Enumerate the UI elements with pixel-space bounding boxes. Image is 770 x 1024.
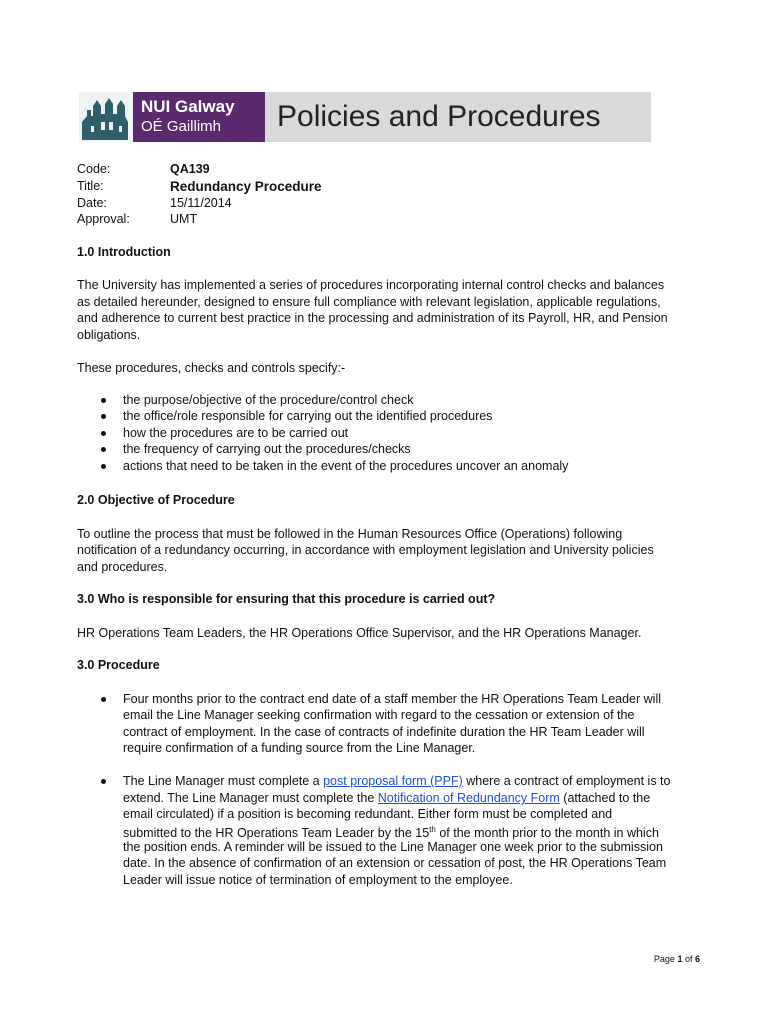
list-item: actions that need to be taken in the event of the procedures uncover an anomaly: [123, 459, 569, 473]
meta-title-label: Title:: [77, 179, 104, 193]
list-item-line: [123, 773, 670, 790]
list-item-line: email the Line Manager seeking confirmation with regard to the cessation or extension of the: [123, 708, 635, 722]
text-run: extend. The Line Manager must complete the: [123, 791, 378, 805]
total-pages: 6: [694, 954, 700, 964]
bullet-icon: [101, 779, 106, 784]
list-item-line: require confirmation of a funding source from the Line Manager.: [123, 741, 476, 755]
meta-approval-value: UMT: [170, 212, 198, 226]
list-item-line: Leader will issue notice of termination of employment to the employee.: [123, 873, 513, 887]
paragraph-line: as detailed hereunder, designed to ensure full compliance with relevant legislation, applicable regulations,: [77, 295, 661, 309]
list-item-line: contract of employment. In the case of contracts of indefinite duration the HR Team Leader will: [123, 725, 645, 739]
current-page: 1: [677, 954, 683, 964]
bullet-icon: [101, 697, 106, 702]
logo-text-irish: OÉ Gaillimh: [141, 118, 222, 135]
list-item-line: the position ends. A reminder will be issued to the Line Manager one week prior to the submission: [123, 840, 663, 854]
meta-code-value: QA139: [170, 162, 210, 176]
section-heading-objective: 2.0 Objective of Procedure: [77, 493, 235, 507]
paragraph-line: The University has implemented a series of procedures incorporating internal control checks and balances: [77, 278, 665, 292]
bullet-icon: [101, 414, 106, 419]
list-item: the frequency of carrying out the procedures/checks: [123, 442, 411, 456]
paragraph-line: To outline the process that must be followed in the Human Resources Office (Operations) following: [77, 527, 623, 541]
meta-date-label: Date:: [77, 196, 107, 210]
paragraph-line: and adherence to current best practice in the processing and administration of its Payroll, HR, and Pension: [77, 311, 668, 325]
list-item: how the procedures are to be carried out: [123, 426, 349, 440]
list-item-line: email circulated) if a position is becoming redundant. Either form must be completed and: [123, 807, 613, 821]
logo-text-english: NUI Galway: [141, 97, 235, 116]
list-item-line: date. In the absence of confirmation of an extension or cessation of post, the HR Operations Team: [123, 856, 667, 870]
header-title-bar: [265, 92, 651, 142]
list-item-line: [123, 790, 650, 807]
bullet-icon: [101, 447, 106, 452]
quadrangle-tower-icon: [79, 92, 133, 142]
meta-date-value: 15/11/2014: [170, 196, 232, 210]
paragraph-line: obligations.: [77, 328, 141, 342]
paragraph-line: and procedures.: [77, 560, 168, 574]
post-proposal-form-link[interactable]: post proposal form (PPF): [323, 774, 463, 788]
list-item-line: Four months prior to the contract end date of a staff member the HR Operations Team Leader will: [123, 692, 662, 706]
list-item: the purpose/objective of the procedure/control check: [123, 393, 414, 407]
bullet-icon: [101, 398, 106, 403]
notification-of-redundancy-form-link[interactable]: Notification of Redundancy Form: [377, 791, 560, 805]
text-run: submitted to the HR Operations Team Leader by the 15: [123, 826, 430, 841]
page-title: Policies and Procedures: [277, 100, 601, 133]
superscript: th: [429, 825, 436, 834]
bullet-icon: [101, 464, 106, 469]
meta-code-label: Code:: [77, 162, 111, 176]
header-banner: [79, 92, 651, 142]
paragraph-line: HR Operations Team Leaders, the HR Operations Office Supervisor, and the HR Operations Manager.: [77, 626, 642, 640]
of-word: of: [682, 954, 695, 964]
section-heading-procedure: 3.0 Procedure: [77, 658, 160, 672]
university-logo: [79, 92, 265, 142]
section-heading-responsibility: 3.0 Who is responsible for ensuring that this procedure is carried out?: [77, 592, 496, 606]
text-run: The Line Manager must complete a: [123, 774, 324, 788]
section-heading-introduction: 1.0 Introduction: [77, 245, 171, 259]
bullet-icon: [101, 431, 106, 436]
meta-title-value: Redundancy Procedure: [170, 179, 322, 194]
page-word: Page: [653, 954, 678, 964]
text-run: where a contract of employment is to: [462, 774, 671, 788]
paragraph-line: notification of a redundancy occurring, in accordance with employment legislation and University policies: [77, 543, 654, 557]
paragraph-line: These procedures, checks and controls specify:-: [77, 361, 346, 375]
text-run: of the month prior to the month in which: [435, 826, 659, 841]
text-run: (attached to the: [559, 791, 651, 805]
list-item: the office/role responsible for carrying out the identified procedures: [123, 409, 493, 423]
meta-approval-label: Approval:: [77, 212, 130, 226]
page-number: [654, 954, 700, 964]
